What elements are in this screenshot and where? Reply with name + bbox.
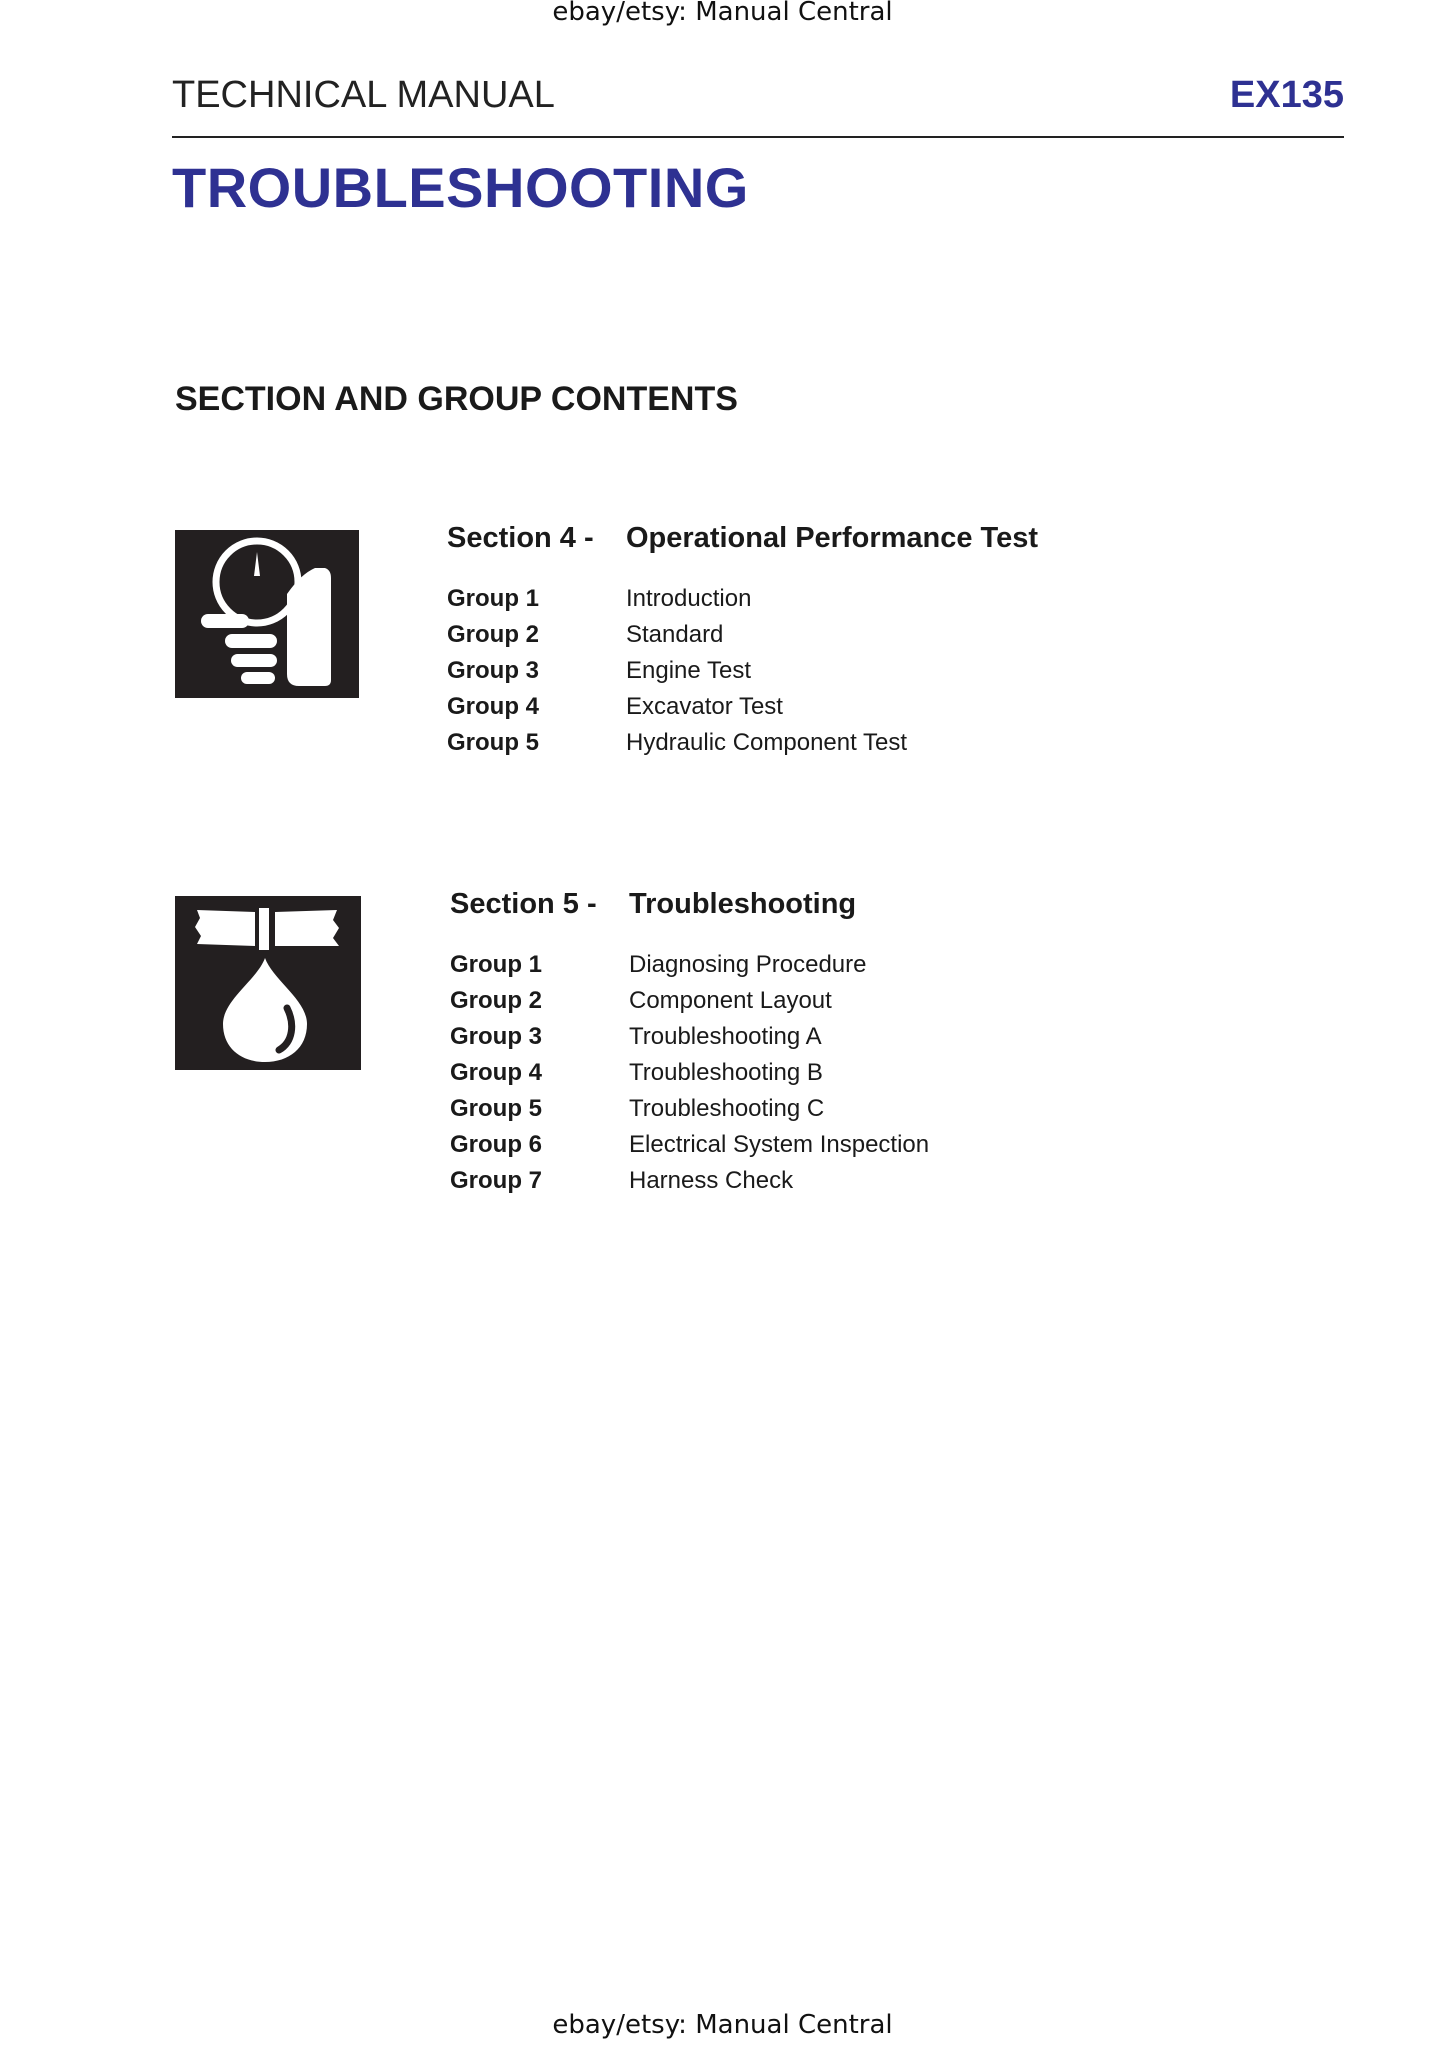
group-label: Group 2 bbox=[450, 987, 543, 1014]
group-title: Troubleshooting C bbox=[629, 1095, 825, 1122]
group-label: Group 1 bbox=[447, 585, 540, 612]
group-label: Group 5 bbox=[447, 729, 540, 756]
group-label: Group 6 bbox=[450, 1131, 543, 1158]
group-label: Group 3 bbox=[450, 1023, 543, 1050]
section-label: Section 5 - bbox=[450, 888, 597, 920]
document-title: TECHNICAL MANUAL bbox=[172, 74, 555, 116]
group-title: Troubleshooting B bbox=[629, 1059, 823, 1086]
group-title: Electrical System Inspection bbox=[629, 1131, 930, 1158]
section-title: Operational Performance Test bbox=[626, 522, 1039, 554]
group-label: Group 2 bbox=[447, 621, 540, 648]
group-title: Excavator Test bbox=[626, 693, 783, 720]
group-title: Troubleshooting A bbox=[629, 1023, 822, 1050]
manual-header bbox=[172, 72, 1344, 138]
group-label: Group 4 bbox=[450, 1059, 543, 1086]
group-title: Engine Test bbox=[626, 657, 751, 684]
group-title: Harness Check bbox=[629, 1167, 794, 1194]
contents-heading: SECTION AND GROUP CONTENTS bbox=[175, 380, 738, 418]
group-label: Group 1 bbox=[450, 951, 543, 978]
model-number: EX135 bbox=[1229, 74, 1344, 116]
group-label: Group 5 bbox=[450, 1095, 543, 1122]
watermark-top: ebay/etsy: Manual Central bbox=[552, 0, 893, 27]
group-label: Group 3 bbox=[447, 657, 540, 684]
pipe-leak-drop-icon bbox=[175, 896, 361, 1070]
group-label: Group 4 bbox=[447, 693, 540, 720]
group-title: Component Layout bbox=[629, 987, 832, 1014]
watermark-bottom: ebay/etsy: Manual Central bbox=[552, 2010, 893, 2040]
group-title: Standard bbox=[626, 621, 724, 648]
group-label: Group 7 bbox=[450, 1167, 543, 1194]
group-title: Introduction bbox=[626, 585, 752, 612]
section-title: Troubleshooting bbox=[629, 888, 857, 920]
gauge-hand-icon bbox=[175, 530, 359, 698]
page-title: TROUBLESHOOTING bbox=[172, 156, 749, 219]
group-title: Hydraulic Component Test bbox=[626, 729, 908, 756]
section-label: Section 4 - bbox=[447, 522, 594, 554]
group-title: Diagnosing Procedure bbox=[629, 951, 867, 978]
